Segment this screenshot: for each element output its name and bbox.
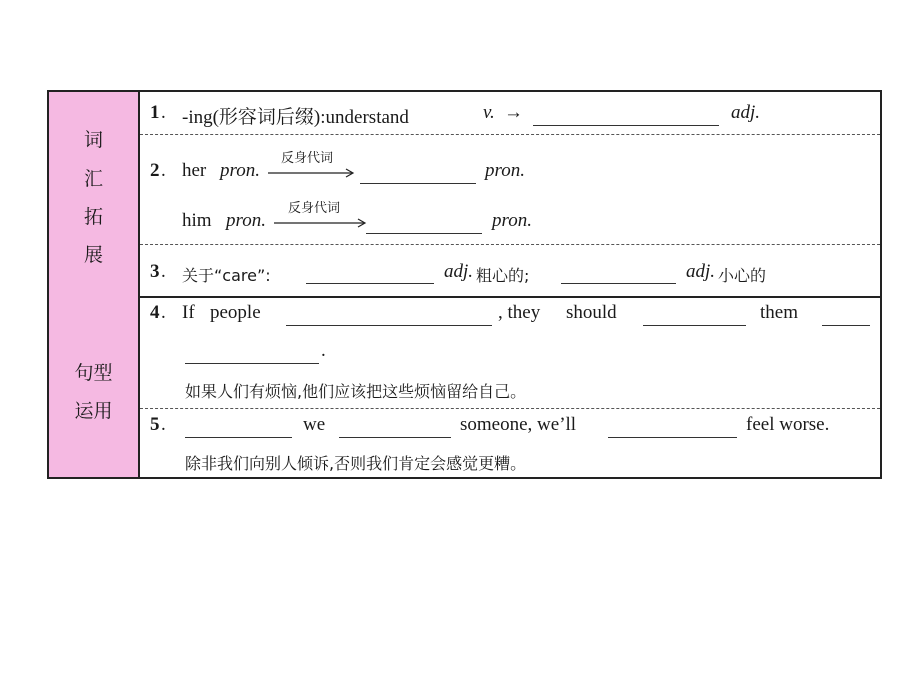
item-3-text: 关于“care”: <box>182 266 271 285</box>
arrow-label: 反身代词 <box>288 201 341 216</box>
period: . <box>321 340 326 361</box>
item-number: 3 <box>150 261 160 282</box>
pos-label: adj. <box>731 102 761 123</box>
label-line: 句型 <box>74 362 113 384</box>
vocabulary-label <box>49 92 140 296</box>
answer-blank[interactable] <box>561 283 676 284</box>
answer-blank[interactable] <box>366 233 482 234</box>
word: , they <box>498 302 541 323</box>
label-char: 词 <box>83 129 103 151</box>
answer-blank[interactable] <box>643 325 746 326</box>
pos-label: v. <box>483 102 495 123</box>
answer-blank[interactable] <box>339 437 451 438</box>
label-char: 拓 <box>83 206 103 228</box>
answer-blank[interactable] <box>533 125 719 126</box>
word: them <box>760 302 798 323</box>
answer-blank[interactable] <box>306 283 434 284</box>
sentence-label <box>49 296 140 477</box>
word: someone, we’ll <box>460 414 577 435</box>
answer-blank[interactable] <box>608 437 737 438</box>
pos-label: adj. <box>686 261 716 282</box>
label-line: 运用 <box>74 400 113 422</box>
meaning: 粗心的; <box>476 266 530 285</box>
item-number: 4 <box>150 302 160 323</box>
pos-label: adj. <box>444 261 474 282</box>
item-2-row: 2 . her pron. 反身代词 pron. him pron. 反身代词 pron. <box>140 134 880 245</box>
pos-label: pron. <box>226 210 266 231</box>
arrow-label: 反身代词 <box>281 151 334 166</box>
word: her <box>182 160 207 181</box>
item-5-row: 5 . we someone, we’ll feel worse. 除非我们向别人倾诉,否则我们肯定会感觉更糟。 <box>150 414 830 473</box>
pos-label: pron. <box>220 160 260 181</box>
arrow-icon <box>274 218 364 228</box>
item-number: 2 <box>150 160 160 181</box>
pos-label: pron. <box>485 160 525 181</box>
answer-blank[interactable] <box>185 363 319 364</box>
word: we <box>303 414 326 435</box>
pos-label: pron. <box>492 210 532 231</box>
word: should <box>566 302 617 323</box>
sentence-section <box>49 296 880 477</box>
answer-blank[interactable] <box>286 325 492 326</box>
exercise-table <box>47 90 882 479</box>
vocabulary-section <box>49 92 880 298</box>
word: people <box>210 302 261 323</box>
item-number: 1 <box>150 102 160 123</box>
answer-blank[interactable] <box>185 437 292 438</box>
arrow-icon <box>268 168 358 178</box>
item-4-row: 4 . If people , they should them . 如果人们有烦恼,他们应该把这些烦恼留给自己。 <box>140 296 880 409</box>
translation: 如果人们有烦恼,他们应该把这些烦恼留给自己。 <box>185 382 527 401</box>
item-3-row: 3 . 关于“care”: adj. 粗心的; adj. 小心的 <box>150 261 767 285</box>
item-1-row: 1 . -ing(形容词后缀):understand v. → adj. <box>140 92 880 135</box>
item-number: 5 <box>150 414 160 435</box>
arrow: → <box>504 102 523 123</box>
label-char: 展 <box>83 244 103 266</box>
word: feel worse. <box>746 414 830 435</box>
answer-blank[interactable] <box>360 183 476 184</box>
translation: 除非我们向别人倾诉,否则我们肯定会感觉更糟。 <box>185 454 527 473</box>
answer-blank[interactable] <box>822 325 870 326</box>
label-char: 汇 <box>83 168 103 190</box>
item-1-text: -ing(形容词后缀):understand <box>182 107 409 128</box>
meaning: 小心的 <box>718 266 767 285</box>
word: him <box>182 210 212 231</box>
word: If <box>182 302 195 323</box>
